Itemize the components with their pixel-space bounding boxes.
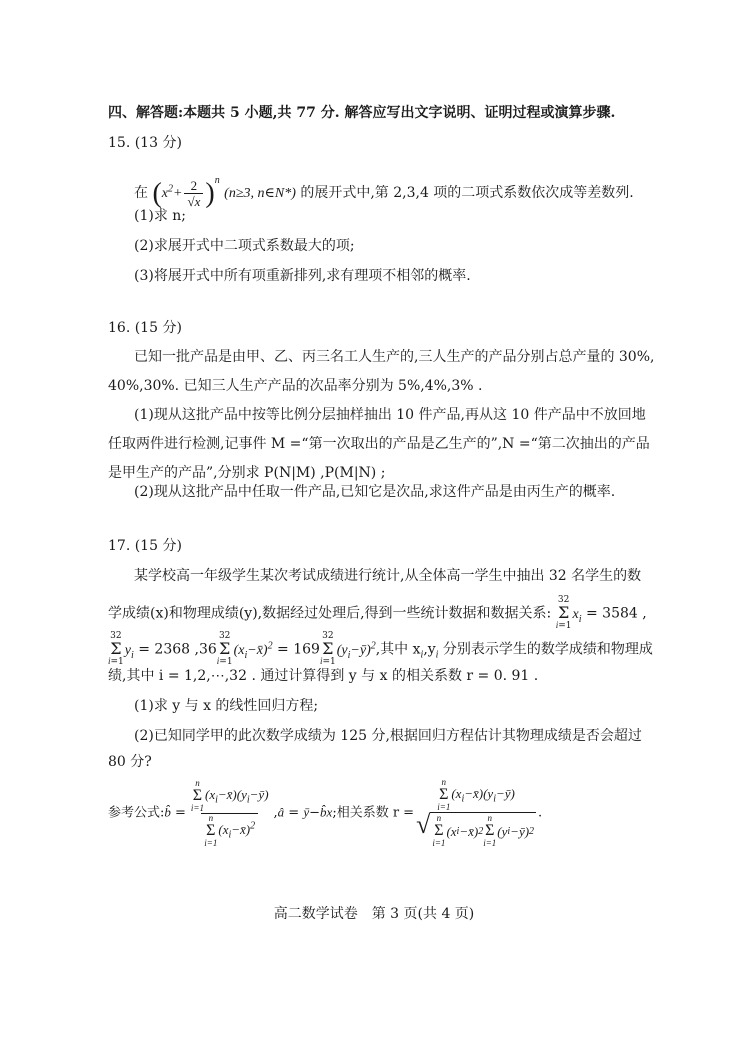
q16-line-1: 已知一批产品是由甲、乙、丙三名工人生产的,三人生产的产品分别占总产量的 30%,	[134, 349, 655, 365]
q17-part-2: (2)已知同学甲的此次数学成绩为 125 分,根据回归方程估计其物理成绩是否会超过	[134, 728, 642, 744]
q15-part-3: (3)将展开式中所有项重新排列,求有理项不相邻的概率.	[134, 268, 471, 284]
q17-line-3-e: 分别表示学生的数学成绩和物理成	[442, 641, 653, 658]
q15-stem-cond: (n≥3, n∈N*)	[224, 186, 296, 201]
section-heading: 四、解答题:本题共 5 小题,共 77 分. 解答应写出文字说明、证明过程或演算步骤.	[108, 105, 616, 121]
sum-symbol: 32 Σ i=1	[555, 595, 572, 631]
q17-reference-formulas: 参考公式:b̂ = n Σ i=1 $(x_i-x̄)(y_i-ȳ)$ n Σ i=1 $(x_i-x̄)^2$ ,â = ȳ−b̂x;相关系数 r = n Σ i=1 $(x_i-x̄)(y_i-ȳ)$ √ n Σ i=1 (x i −x̄) 2 n Σ i=1 (y i −ȳ) 2 .	[108, 777, 543, 848]
q17-line-3-c: ,其中 x	[375, 641, 421, 658]
q16-line-5: 是甲生产的产品”,分别求 P(N|M) ,P(M|N) ;	[108, 465, 386, 481]
q17-line-3-d: ,y	[423, 641, 436, 658]
q17-line-3-a: = 2368 ,36	[138, 641, 217, 658]
q16-line-2: 40%,30%. 已知三人生产产品的次品率分别为 5%,4%,3% .	[108, 378, 483, 394]
q17-line-3-b: = 169	[277, 641, 320, 658]
q17-line-2-math: = 3584 ,	[585, 605, 647, 622]
q15-binomial-expression: ($x^2+$ $\frac{2}{√x}$ )$^n$	[152, 175, 220, 210]
page-footer: 高二数学试卷 第 3 页(共 4 页)	[273, 906, 475, 922]
ref-end: .	[538, 805, 543, 821]
ref-label: 参考公式:	[108, 805, 165, 821]
q17-line-4: 绩,其中 i = 1,2,⋯,32 . 通过计算得到 y 与 x 的相关系数 r = 0. 91 .	[108, 668, 539, 684]
r-fraction: n Σ i=1 $(x_i-x̄)(y_i-ȳ)$ √ n Σ i=1 (x i −x̄) 2 n Σ i=1 (y i −ȳ) 2	[416, 777, 535, 848]
q16-line-4: 任取两件进行检测,记事件 M =“第一次取出的产品是乙生产的”,N =“第二次抽出的产品	[108, 436, 650, 452]
q17-label: 17. (15 分)	[108, 538, 182, 554]
q16-line-3: (1)现从这批产品中按等比例分层抽样抽出 10 件产品,再从这 10 件产品中不放回地	[134, 407, 646, 423]
q15-part-2: (2)求展开式中二项式系数最大的项;	[134, 238, 355, 254]
q17-line-3: 32 Σ i=1 $y_i = 2368$ ,36 32 Σ i=1 $(x_i-x̄)^2 = 169$ 32 Σ i=1 $(y_i-ȳ)^2$,其中 $x_i,y_i$ 分别表示学生的数学成绩和物理成	[108, 631, 653, 668]
q16-line-6: (2)现从这批产品中任取一件产品,已知它是次品,求这件产品是由丙生产的概率.	[134, 484, 616, 500]
b-hat-fraction: n Σ i=1 $(x_i-x̄)(y_i-ȳ)$ n Σ i=1 $(x_i-x̄)^2$	[190, 777, 269, 848]
q17-part-3: 80 分?	[108, 754, 152, 770]
q15-stem	[134, 166, 634, 209]
q15-stem-suffix: 的展开式中,第 2,3,4 项的二项式系数依次成等差数列.	[300, 185, 634, 201]
sum-symbol: 32 Σ i=1	[108, 631, 124, 668]
sum-symbol: 32 Σ i=1	[319, 631, 336, 668]
q15-stem-prefix: 在	[134, 185, 148, 201]
sum-symbol: 32 Σ i=1	[216, 631, 233, 668]
q17-line-1: 某学校高一年级学生某次考试成绩进行统计,从全体高一学生中抽出 32 名学生的数	[134, 568, 642, 584]
q17-part-1: (1)求 y 与 x 的线性回归方程;	[134, 698, 319, 714]
q15-part-1: (1)求 n;	[134, 208, 187, 224]
ref-mid: ;相关系数 r =	[332, 805, 415, 821]
q17-line-2: 学成绩(x)和物理成绩(y),数据经过处理后,得到一些统计数据和数据关系: 32 Σ i=1 $x_i = 3584$ ,	[108, 595, 647, 631]
q15-label: 15. (13 分)	[108, 135, 182, 151]
q17-line-2-text: 学成绩(x)和物理成绩(y),数据经过处理后,得到一些统计数据和数据关系:	[108, 605, 552, 622]
q16-label: 16. (15 分)	[108, 320, 182, 336]
